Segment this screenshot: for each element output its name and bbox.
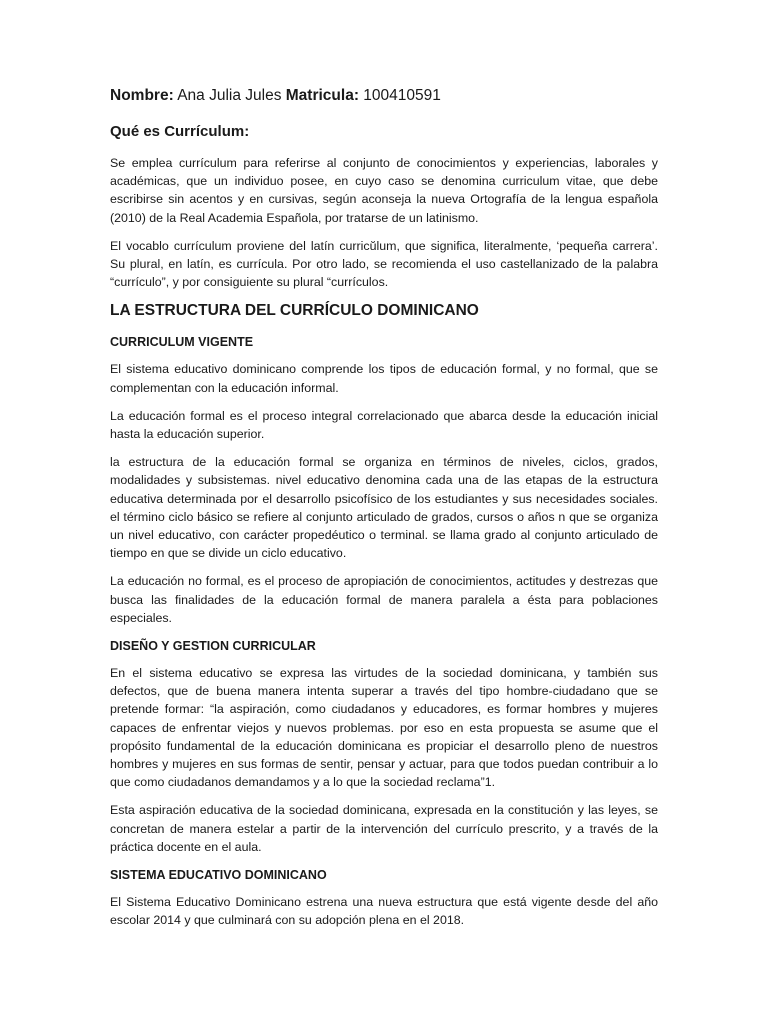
matricula-label: Matricula: xyxy=(285,87,359,104)
intro-paragraph-2: El vocablo currículum proviene del latín curricŭlum, que significa, literalmente, ‘pequeña carrera’. Su plural, en latín, es currícula. Por otro lado, se recomienda el uso castellanizado de la palabra “currículo”, y por consiguiente su plural “currículos. xyxy=(110,238,658,290)
section-paragraph: Esta aspiración educativa de la sociedad dominicana, expresada en la constitución y las leyes, se concretan de manera estelar a partir de la intervención del currículo prescrito, y a través de la práctica docente en el aula. xyxy=(110,803,658,854)
student-header xyxy=(110,86,658,106)
section-paragraph: El sistema educativo dominicano comprende los tipos de educación formal, y no formal, que se complementan con la educación informal. xyxy=(110,362,658,395)
section-paragraph: La educación no formal, es el proceso de apropiación de conocimientos, actitudes y destrezas que busca las finalidades de la educación formal de manera paralela a ésta para poblaciones especiales. xyxy=(110,574,658,625)
section-heading-diseno-gestion: DISEÑO Y GESTION CURRICULAR xyxy=(110,639,316,654)
section-paragraph: la estructura de la educación formal se organiza en términos de niveles, ciclos, grados, modalidades y subsistemas. nivel educativo denomina cada una de las etapas de la estructura educativa determinada por el desarrollo psicofísico de los estudiantes y sus necesidades sociales. el término ciclo básico se refiere al conjunto articulado de grados, cursos o años n que se organiza un nivel educativo, con carácter propedéutico o terminal. se llama grado al conjunto articulado de tiempo en que se divide un ciclo educativo. xyxy=(110,455,658,561)
intro-heading: Qué es Currículum: xyxy=(110,123,250,140)
section-paragraph: La educación formal es el proceso integral correlacionado que abarca desde la educación inicial hasta la educación superior. xyxy=(110,408,658,442)
name-value: Ana Julia Jules xyxy=(177,87,282,104)
section-paragraph: En el sistema educativo se expresa las virtudes de la sociedad dominicana, y también sus defectos, que de buena manera intenta superar a través del tipo hombre-ciudadano que se pretende formar: “la aspiración, como ciudadanos y educadores, es formar hombres y mujeres capaces de enfrentar viejos y nuevos problemas. por eso en esta propuesta se asume que el propósito fundamental de la educación dominicana es propiciar el desarrollo pleno de nuestros hombres y mujeres en sus formas de sentir, pensar y actuar, para que todos puedan contribuir a lo que como ciudadanos demandamos y a lo que la sociedad reclama”1. xyxy=(110,666,658,790)
main-heading: LA ESTRUCTURA DEL CURRÍCULO DOMINICANO xyxy=(110,302,479,320)
name-label: Nombre: xyxy=(110,87,174,104)
section-heading-curriculum-vigente: CURRICULUM VIGENTE xyxy=(110,335,254,350)
intro-paragraph-1: Se emplea currículum para referirse al conjunto de conocimientos y experiencias, laborales y académicas, que un individuo posee, en cuyo caso se denomina curriculum vitae, que debe escribirse sin acentos y en cursivas, según aconseja la nueva Ortografía de la lengua española (2010) de la Real Academia Española, por tratarse de un latinismo. xyxy=(110,156,658,225)
section-paragraph: El Sistema Educativo Dominicano estrena una nueva estructura que está vigente desde del año escolar 2014 y que culminará con su adopción plena en el 2018. xyxy=(110,895,658,928)
section-heading-sistema-educativo: SISTEMA EDUCATIVO DOMINICANO xyxy=(110,868,327,883)
matricula-value: 100410591 xyxy=(363,87,441,104)
